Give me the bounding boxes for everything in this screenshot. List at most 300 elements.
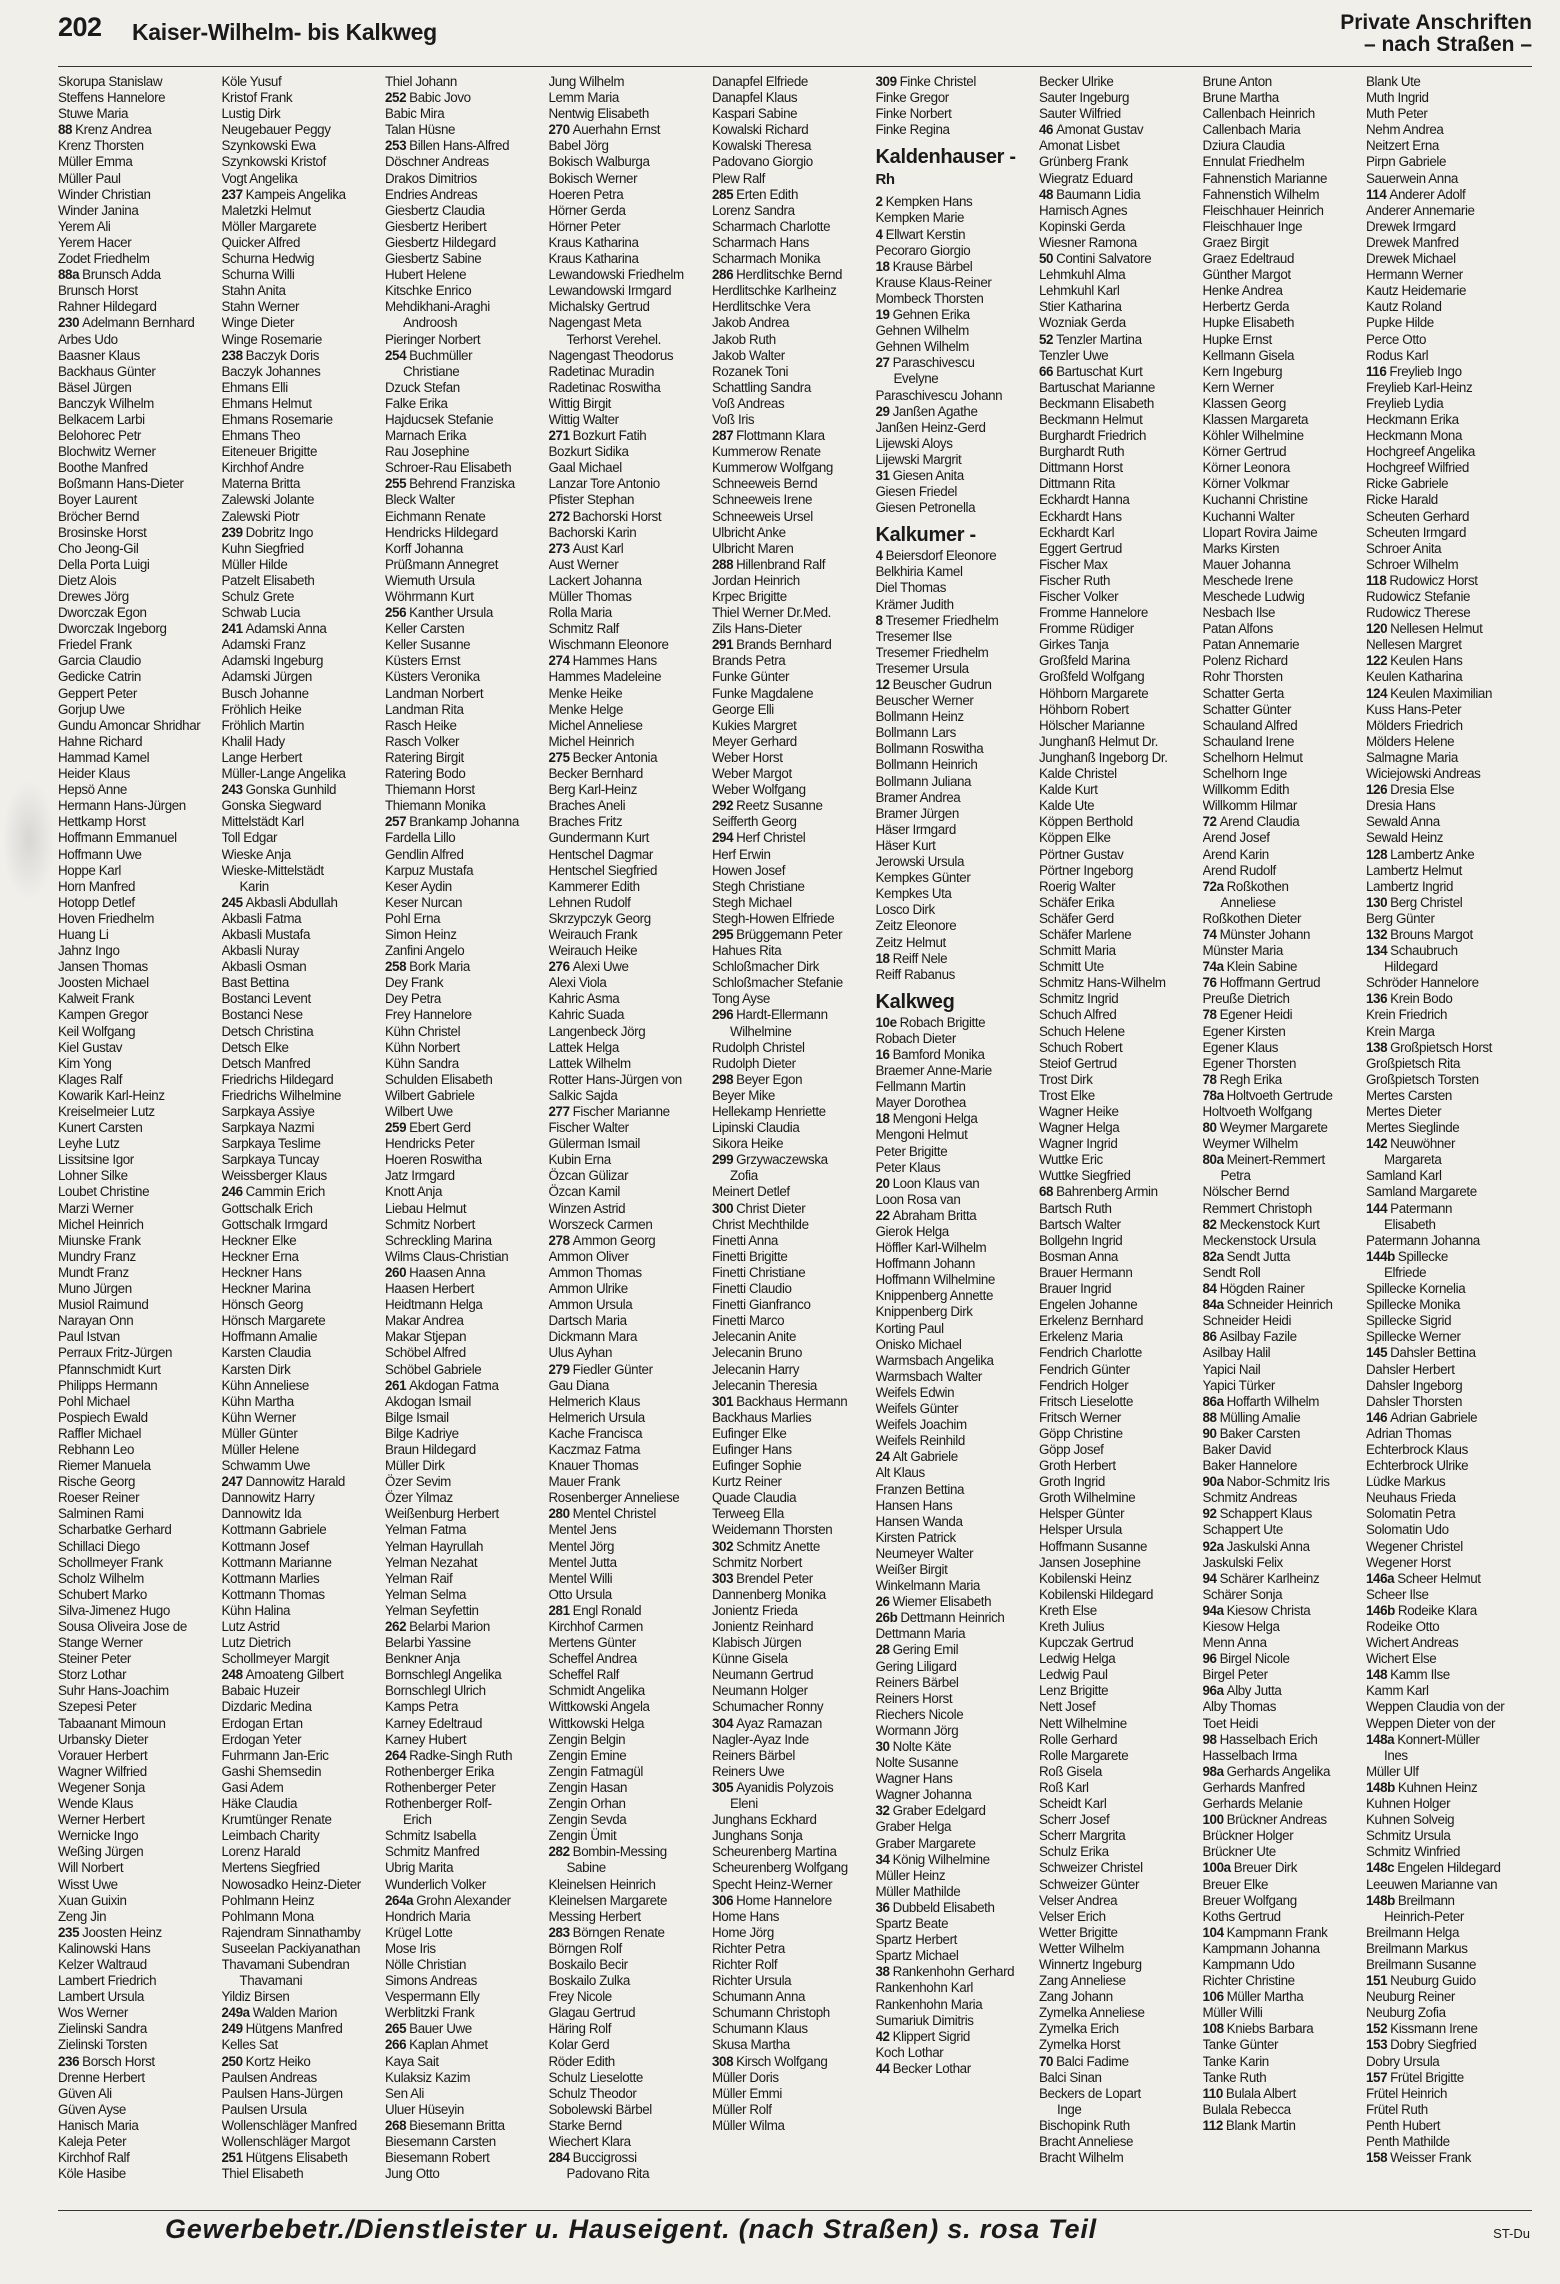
resident-name: Riemer Manuela [58, 1458, 151, 1474]
resident-entry [712, 1217, 872, 1233]
resident-entry [58, 1040, 218, 1056]
resident-name: Richter Petra [712, 1940, 785, 1956]
resident-name: Quicker Alfred [221, 234, 300, 250]
resident-name: Dartsch Maria [548, 1313, 627, 1329]
resident-entry [1203, 605, 1363, 621]
resident-name: Christ Mechthilde [712, 1216, 809, 1232]
resident-entry [712, 959, 872, 975]
resident-name: Voß Andreas [712, 395, 785, 411]
resident-entry [549, 90, 709, 106]
resident-name: Echterbrock Klaus [1366, 1441, 1468, 1457]
resident-entry [1039, 1812, 1199, 1828]
house-number: 120 [1366, 621, 1388, 637]
resident-entry [1203, 1265, 1363, 1281]
resident-name: Zalewski Piotr [221, 508, 300, 524]
resident-entry [222, 267, 382, 283]
resident-entry [1039, 1957, 1199, 1973]
resident-entry [222, 1780, 382, 1796]
resident-name: Grohn Alexander [416, 1892, 511, 1908]
resident-entry [1366, 1764, 1526, 1780]
resident-name: Zengin Emine [548, 1747, 627, 1763]
resident-name: Lattek Wilhelm [548, 1055, 631, 1071]
resident-entry [58, 750, 218, 766]
resident-name: Gehnen Erika [892, 307, 970, 323]
resident-entry [1039, 187, 1199, 203]
resident-name: Weßing Jürgen [58, 1844, 144, 1860]
resident-name: Müller Emmi [712, 2085, 782, 2101]
house-number: 114 [1366, 186, 1387, 202]
resident-entry [876, 580, 1036, 596]
street-heading: Kaldenhauser - [875, 146, 1016, 169]
resident-name: Hotopp Detlef [58, 894, 135, 910]
resident-name: Brune Martha [1202, 90, 1279, 106]
resident-entry [1366, 766, 1526, 782]
resident-entry [222, 283, 382, 299]
resident-entry [1203, 444, 1363, 460]
resident-name: Sauter Ingeburg [1039, 90, 1130, 106]
resident-name: Neugebauer Peggy [221, 122, 331, 138]
resident-name: Rudolph Christel [712, 1039, 805, 1055]
resident-entry [1203, 187, 1363, 203]
resident-name: Bahrenberg Armin [1056, 1184, 1158, 1200]
house-number: 98a [1202, 1763, 1224, 1779]
resident-name: Harnisch Agnes [1039, 202, 1128, 218]
house-number: 136 [1366, 991, 1388, 1007]
resident-entry [1039, 1603, 1199, 1619]
resident-name: Wegener Sonja [58, 1779, 145, 1795]
resident-entry [58, 1345, 218, 1361]
resident-name: Perraux Fritz-Jürgen [58, 1345, 173, 1361]
resident-entry [385, 702, 545, 718]
resident-entry [1039, 1877, 1199, 1893]
resident-entry [1039, 1683, 1199, 1699]
resident-entry [222, 2134, 382, 2150]
resident-name: Ennulat Friedhelm [1202, 154, 1305, 170]
resident-entry [1366, 492, 1526, 508]
resident-entry [549, 1619, 709, 1635]
resident-name: Högden Rainer [1219, 1281, 1305, 1297]
resident-name: Patermann [1390, 1200, 1453, 1216]
resident-entry [1366, 557, 1526, 573]
resident-name: Ehmans Helmut [221, 395, 312, 411]
resident-entry [222, 74, 382, 90]
resident-entry [385, 1619, 545, 1635]
resident-name: Hoeren Roswitha [385, 1152, 482, 1168]
resident-entry [58, 621, 218, 637]
resident-name: Rothenberger Rolf- [385, 1796, 492, 1812]
resident-entry [1039, 2118, 1199, 2134]
resident-entry [1203, 1860, 1363, 1876]
resident-name: Alexi Uwe [572, 959, 629, 975]
resident-entry [222, 1265, 382, 1281]
resident-entry [1203, 734, 1363, 750]
section-title [1340, 12, 1532, 56]
resident-name: Sewald Heinz [1366, 830, 1444, 846]
resident-entry [549, 669, 709, 685]
resident-name: Kaplan Ahmet [409, 2037, 488, 2053]
resident-entry [712, 2021, 872, 2037]
resident-entry [1203, 251, 1363, 267]
resident-name: Brauer Hermann [1039, 1264, 1133, 1280]
resident-entry [876, 629, 1036, 645]
resident-entry [549, 219, 709, 235]
resident-name: Beckmann Elisabeth [1039, 395, 1154, 411]
resident-name: Mertens Günter [548, 1635, 636, 1651]
resident-name: Schulz Grete [221, 589, 295, 604]
resident-name: Tabaanant Mimoun [58, 1715, 166, 1731]
resident-entry [1039, 396, 1199, 412]
resident-entry [1203, 1539, 1363, 1555]
resident-name: Graez Edeltraud [1202, 251, 1295, 267]
resident-entry [1203, 509, 1363, 525]
resident-name: Banczyk Wilhelm [58, 395, 154, 411]
resident-name: Hajducsek Stefanie [385, 411, 494, 427]
resident-entry [385, 830, 545, 846]
resident-name: Richter Ursula [712, 1973, 792, 1989]
resident-name: Fromme Hannelore [1039, 605, 1148, 621]
resident-entry [549, 557, 709, 573]
resident-entry [876, 1659, 1036, 1675]
house-number: 118 [1366, 572, 1387, 588]
resident-name: Egener Thorsten [1202, 1055, 1297, 1071]
resident-name: Paulsen Hans-Jürgen [221, 2085, 343, 2101]
resident-name: Erdogan Ertan [221, 1715, 303, 1731]
resident-entry [385, 1828, 545, 1844]
resident-entry [222, 2037, 382, 2053]
resident-entry [1203, 1249, 1363, 1265]
resident-entry [549, 814, 709, 830]
resident-name: Loubet Christine [58, 1184, 150, 1200]
resident-name: Küsters Ernst [385, 653, 461, 669]
resident-entry [1203, 1619, 1363, 1635]
resident-name: Braches Fritz [548, 814, 623, 830]
resident-entry [1366, 669, 1526, 685]
resident-entry [712, 1201, 872, 1217]
resident-entry [712, 154, 872, 170]
resident-name: Müller Ulf [1366, 1763, 1419, 1779]
resident-entry [385, 219, 545, 235]
resident-entry [1039, 1699, 1199, 1715]
resident-entry [876, 1514, 1036, 1530]
resident-entry [1039, 364, 1199, 380]
resident-entry [385, 1539, 545, 1555]
resident-entry [712, 299, 872, 315]
house-number: 112 [1202, 2117, 1223, 2133]
resident-entry [385, 1474, 545, 1490]
resident-entry [549, 847, 709, 863]
resident-name: Dobry Ursula [1366, 2053, 1440, 2069]
resident-entry [1039, 879, 1199, 895]
resident-name: Kulaksiz Kazim [385, 2069, 471, 2085]
resident-name: Onisko Michael [875, 1336, 962, 1352]
resident-entry [1203, 154, 1363, 170]
resident-entry [222, 1603, 382, 1619]
resident-entry [1366, 1458, 1526, 1474]
resident-entry [712, 1329, 872, 1345]
resident-name: Lambert Ursula [58, 1989, 144, 2005]
resident-entry [58, 283, 218, 299]
resident-name: Wetter Brigitte [1039, 1924, 1118, 1940]
resident-entry [222, 863, 382, 879]
house-number: 241 [221, 621, 243, 637]
resident-name: Beuscher Werner [875, 693, 974, 709]
resident-name: Schelhorn Helmut [1202, 749, 1303, 765]
resident-name: Spartz Beate [875, 1916, 949, 1932]
resident-name: Özer Yilmaz [385, 1490, 453, 1506]
resident-entry [549, 74, 709, 90]
resident-entry [222, 1136, 382, 1152]
resident-entry [58, 1796, 218, 1812]
resident-entry [385, 203, 545, 219]
resident-name: Stegh-Howen Elfriede [712, 910, 835, 926]
house-number: 286 [712, 267, 734, 283]
resident-name: Bachorski Horst [572, 508, 662, 524]
resident-entry [385, 1313, 545, 1329]
resident-entry [1366, 203, 1526, 219]
resident-name: Hammes Madeleine [548, 669, 662, 685]
resident-entry [385, 1458, 545, 1474]
resident-entry [1203, 2086, 1363, 2102]
resident-name: Künne Gisela [712, 1651, 788, 1667]
house-number: 245 [221, 894, 243, 910]
resident-name: Vogt Angelika [221, 170, 298, 186]
resident-name: Wittkowski Angela [548, 1699, 650, 1715]
resident-name: Stegh Michael [712, 894, 792, 910]
resident-name: Samland Margarete [1366, 1184, 1477, 1200]
resident-entry [876, 2029, 1036, 2045]
resident-entry [1203, 750, 1363, 766]
resident-entry [222, 927, 382, 943]
resident-name: Dickmann Mara [548, 1329, 638, 1345]
resident-name: Nabor-Schmitz Iris [1226, 1474, 1330, 1490]
resident-entry [712, 525, 872, 541]
resident-name: Pupke Hilde [1366, 315, 1434, 331]
resident-name: Richter Rolf [712, 1956, 778, 1972]
resident-entry [385, 1941, 545, 1957]
resident-entry [1203, 814, 1363, 830]
resident-name: Brückner Andreas [1226, 1812, 1327, 1828]
resident-entry [222, 1732, 382, 1748]
resident-name: Salminen Rami [58, 1506, 144, 1522]
resident-name: Günther Margot [1202, 267, 1291, 283]
resident-entry [1203, 380, 1363, 396]
resident-entry [1203, 686, 1363, 702]
resident-name: Finke Norbert [875, 106, 952, 122]
resident-name: Wiegratz Eduard [1039, 170, 1133, 186]
resident-entry [385, 1667, 545, 1683]
resident-entry [876, 1449, 1036, 1465]
resident-name: Pospiech Ewald [58, 1409, 148, 1425]
resident-entry [222, 106, 382, 122]
resident-entry [222, 1506, 382, 1522]
resident-entry [58, 74, 218, 90]
resident-entry [1203, 1587, 1363, 1603]
resident-name: Loon Rosa van [875, 1191, 961, 1207]
resident-name: Kottmann Thomas [221, 1586, 325, 1602]
resident-name: Home Jörg [712, 1924, 774, 1940]
resident-entry [1203, 1828, 1363, 1844]
resident-name: Möller Margarete [221, 218, 317, 234]
resident-name: Jelecanin Bruno [712, 1345, 803, 1361]
resident-entry [222, 1442, 382, 1458]
resident-name: Lehnen Rudolf [548, 894, 631, 910]
resident-name: Preuße Dietrich [1202, 991, 1290, 1007]
resident-entry [222, 2086, 382, 2102]
resident-name: Kuhnen Holger [1366, 1796, 1451, 1812]
resident-name: Bilge Kadriye [385, 1425, 459, 1441]
resident-entry [1039, 766, 1199, 782]
resident-name: Kautz Roland [1366, 299, 1442, 315]
resident-entry [549, 589, 709, 605]
resident-name: Schwamm Uwe [221, 1458, 311, 1474]
resident-entry [712, 138, 872, 154]
resident-name: Polenz Richard [1202, 653, 1288, 669]
resident-entry [1366, 1217, 1526, 1233]
resident-name: Eckhardt Hans [1039, 508, 1122, 524]
resident-entry [385, 364, 545, 380]
resident-entry [1203, 589, 1363, 605]
resident-entry [549, 1909, 709, 1925]
resident-name: Zengin Sevda [548, 1812, 627, 1828]
resident-entry [385, 927, 545, 943]
resident-name: Dahsler Bettina [1390, 1345, 1476, 1361]
resident-entry [385, 589, 545, 605]
resident-entry [549, 1941, 709, 1957]
resident-entry [222, 1699, 382, 1715]
resident-name: Home Hannelore [736, 1892, 832, 1908]
resident-name: Yerem Hacer [58, 234, 132, 250]
resident-name: Egener Kirsten [1202, 1023, 1286, 1039]
resident-entry [1039, 106, 1199, 122]
resident-name: Wende Klaus [58, 1796, 134, 1812]
resident-entry [1366, 943, 1526, 959]
resident-name: Kühn Werner [221, 1409, 296, 1425]
house-number: 94 [1202, 1570, 1217, 1586]
resident-name: Sauter Wilfried [1039, 106, 1121, 122]
resident-entry [1366, 2150, 1526, 2166]
resident-entry [712, 1780, 872, 1796]
resident-entry [1203, 1168, 1363, 1184]
resident-entry [1366, 1184, 1526, 1200]
resident-name: Schurna Willi [221, 267, 295, 283]
resident-entry [1203, 863, 1363, 879]
resident-entry [549, 1378, 709, 1394]
resident-entry [1039, 1474, 1199, 1490]
resident-entry [1203, 1699, 1363, 1715]
resident-entry [222, 1184, 382, 1200]
resident-name: Mertes Carsten [1366, 1087, 1452, 1103]
resident-entry [1039, 1040, 1199, 1056]
resident-entry [222, 718, 382, 734]
resident-name: Kreth Julius [1039, 1619, 1105, 1634]
resident-entry [58, 1442, 218, 1458]
resident-name: Yerem Ali [58, 218, 111, 234]
house-number: 287 [712, 428, 734, 444]
resident-name: Winkelmann Maria [875, 1578, 980, 1594]
resident-name: Spartz Herbert [875, 1932, 957, 1948]
house-number: 273 [548, 540, 570, 556]
resident-entry [1039, 2102, 1199, 2118]
resident-name: Özcan Kamil [548, 1184, 621, 1200]
resident-entry [1039, 605, 1199, 621]
resident-name: Breilmann Helga [1366, 1924, 1459, 1940]
resident-name: Backhaus Hermann [736, 1393, 848, 1409]
resident-entry [1203, 1957, 1363, 1973]
resident-entry [712, 1458, 872, 1474]
resident-name: Kamps Petra [385, 1699, 459, 1715]
resident-name: Zils Hans-Dieter [712, 621, 802, 637]
resident-entry [876, 757, 1036, 773]
resident-entry [1039, 1587, 1199, 1603]
resident-entry [549, 1120, 709, 1136]
resident-entry [876, 1803, 1036, 1819]
resident-entry [1203, 1313, 1363, 1329]
resident-name: Giesbertz Hildegard [385, 234, 496, 250]
resident-entry [385, 90, 545, 106]
resident-name: Arend Josef [1202, 830, 1270, 846]
resident-entry [222, 975, 382, 991]
resident-entry [1039, 1217, 1199, 1233]
resident-entry [1366, 1410, 1526, 1426]
resident-entry [1203, 830, 1363, 846]
resident-entry [712, 1619, 872, 1635]
resident-entry [1039, 943, 1199, 959]
resident-name: Hütgens Elisabeth [245, 2150, 348, 2166]
resident-entry [58, 991, 218, 1007]
resident-name: Leimbach Charity [221, 1828, 320, 1844]
resident-entry [385, 2150, 545, 2166]
resident-name: Kuhn Siegfried [221, 540, 304, 556]
resident-name: Dannowitz Ida [221, 1506, 302, 1522]
resident-name: Rankenhohn Karl [875, 1980, 973, 1996]
resident-entry [222, 1040, 382, 1056]
resident-name: Hoffmann Emmanuel [58, 830, 177, 846]
resident-name: Burghardt Ruth [1039, 444, 1125, 460]
resident-entry [876, 1385, 1036, 1401]
resident-name: Peter Brigitte [875, 1143, 948, 1159]
resident-name: Stier Katharina [1039, 299, 1122, 315]
resident-name: Hansen Hans [875, 1497, 953, 1513]
resident-name: Frütel Heinrich [1366, 2085, 1448, 2101]
resident-name: Ammon Oliver [548, 1248, 629, 1264]
resident-name: Lenz Brigitte [1039, 1683, 1109, 1699]
resident-entry [549, 1345, 709, 1361]
resident-name: Flottmann Klara [736, 428, 825, 444]
resident-entry [1039, 1378, 1199, 1394]
resident-entry [876, 1192, 1036, 1208]
resident-name: Zengin Fatmagül [548, 1763, 643, 1779]
house-number: 272 [548, 508, 570, 524]
resident-name: Münster Johann [1219, 926, 1311, 942]
resident-entry [58, 1152, 218, 1168]
resident-name: Schäfer Erika [1039, 894, 1115, 910]
resident-entry [1366, 573, 1526, 589]
resident-name: Scharmach Monika [712, 251, 821, 267]
resident-name: Drewek Irmgard [1366, 218, 1456, 234]
resident-name: Bollmann Lars [875, 725, 956, 741]
resident-name: Mentel Jutta [548, 1554, 617, 1570]
resident-name: Köppen Elke [1039, 830, 1111, 846]
resident-entry [222, 1989, 382, 2005]
resident-name: Bramer Jürgen [875, 805, 959, 821]
resident-entry [876, 1031, 1036, 1047]
resident-entry [712, 1587, 872, 1603]
resident-name: Babic Jovo [409, 90, 471, 106]
resident-entry [385, 879, 545, 895]
resident-entry [58, 106, 218, 122]
resident-name: Schurna Hedwig [221, 251, 315, 267]
resident-entry [222, 798, 382, 814]
